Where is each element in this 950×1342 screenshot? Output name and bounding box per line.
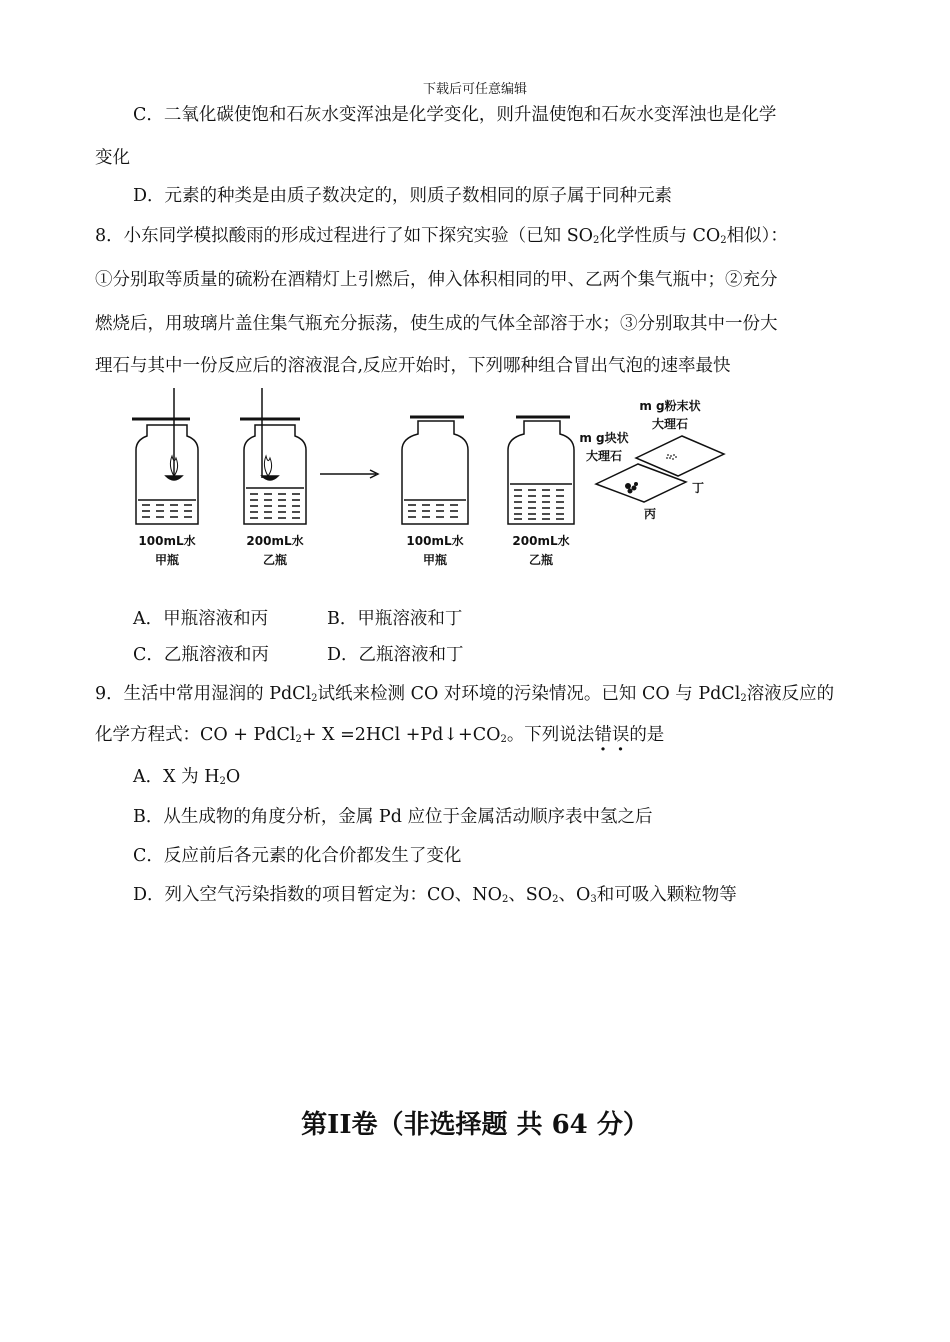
q9-option-a: A．X 为 $H_2O$ — [133, 767, 241, 787]
powder-marble-name-label: 大理石 — [651, 417, 689, 431]
page-header: 下载后可任意编辑 — [422, 82, 527, 97]
emphasis-char-cuo: 错 — [594, 725, 612, 745]
block-marble-mass-label: m g块状 — [579, 431, 629, 445]
q7-option-c-line2: 变化 — [95, 148, 130, 168]
jar1-name-label: 甲瓶 — [154, 553, 180, 567]
q8-experiment-figure — [118, 388, 738, 578]
q8-stem-line4: 理石与其中一份反应后的溶液混合,反应开始时，下列哪种组合冒出气泡的速率最快 — [95, 356, 731, 376]
q8-option-b: B．甲瓶溶液和丁 — [327, 609, 463, 629]
label-bing: 丙 — [643, 507, 657, 521]
block-marble-name-label: 大理石 — [585, 449, 623, 463]
q9-option-d: D．列入空气污染指数的项目暂定为：CO、$NO_2$、$SO_2$、$O_3$和可吸入颗粒物等 — [133, 885, 737, 905]
q8-option-d: D．乙瓶溶液和丁 — [327, 645, 464, 665]
marble-block-pieces — [625, 482, 638, 494]
marble-powder — [666, 454, 677, 460]
jar-yi-covered — [508, 417, 574, 524]
q8-stem-line1: 8．小东同学模拟酸雨的形成过程进行了如下探究实验（已知 $SO_2$化学性质与 $CO_2$相似）： — [95, 226, 788, 246]
q8-option-a: A．甲瓶溶液和丙 — [133, 609, 269, 629]
jar3-name-label: 甲瓶 — [422, 553, 448, 567]
plate-bing — [596, 464, 686, 502]
jar2-name-label: 乙瓶 — [262, 553, 288, 567]
label-ding: 丁 — [691, 481, 705, 495]
jar4-volume-label: 200mL水 — [512, 534, 570, 548]
q8-stem-line2: ①分别取等质量的硫粉在酒精灯上引燃后，伸入体积相同的甲、乙两个集气瓶中；②充分 — [95, 270, 778, 290]
jar3-volume-label: 100mL水 — [406, 534, 464, 548]
q7-option-c-line1: C．二氧化碳使饱和石灰水变浑浊是化学变化，则升温使饱和石灰水变浑浊也是化学 — [133, 105, 777, 125]
q9-stem-line2: 化学方程式：CO + PdCl$_2$+ $X =2HCl +Pd↓+CO_2$。下列说法错误的是 — [95, 725, 665, 745]
process-arrow — [320, 470, 378, 478]
jar1-volume-label: 100mL水 — [138, 534, 196, 548]
jar4-name-label: 乙瓶 — [528, 553, 554, 567]
q7-option-d: D．元素的种类是由质子数决定的，则质子数相同的原子属于同种元素 — [133, 186, 673, 206]
powder-marble-mass-label: m g粉末状 — [639, 399, 701, 413]
plate-ding — [636, 436, 724, 476]
q9-option-c: C．反应前后各元素的化合价都发生了变化 — [133, 846, 462, 866]
section-title: 第II卷（非选择题 共 64 分） — [301, 1110, 649, 1140]
q8-option-c: C．乙瓶溶液和丙 — [133, 645, 269, 665]
emphasis-char-wu: 误 — [611, 725, 630, 745]
q9-stem-line1: 9．生活中常用湿润的 PdCl$_2$试纸来检测 CO 对环境的污染情况。已知 CO 与 PdCl$_2$溶液反应的 — [95, 684, 835, 704]
q9-option-b: B．从生成物的角度分析，金属 Pd 应位于金属活动顺序表中氢之后 — [133, 807, 653, 827]
jar-yi-burning — [240, 388, 306, 524]
jar2-volume-label: 200mL水 — [246, 534, 304, 548]
jar-jia-covered — [402, 417, 468, 524]
jar-jia-burning — [132, 388, 198, 524]
q8-stem-line3: 燃烧后，用玻璃片盖住集气瓶充分振荡，使生成的气体全部溶于水；③分别取其中一份大 — [95, 314, 778, 334]
